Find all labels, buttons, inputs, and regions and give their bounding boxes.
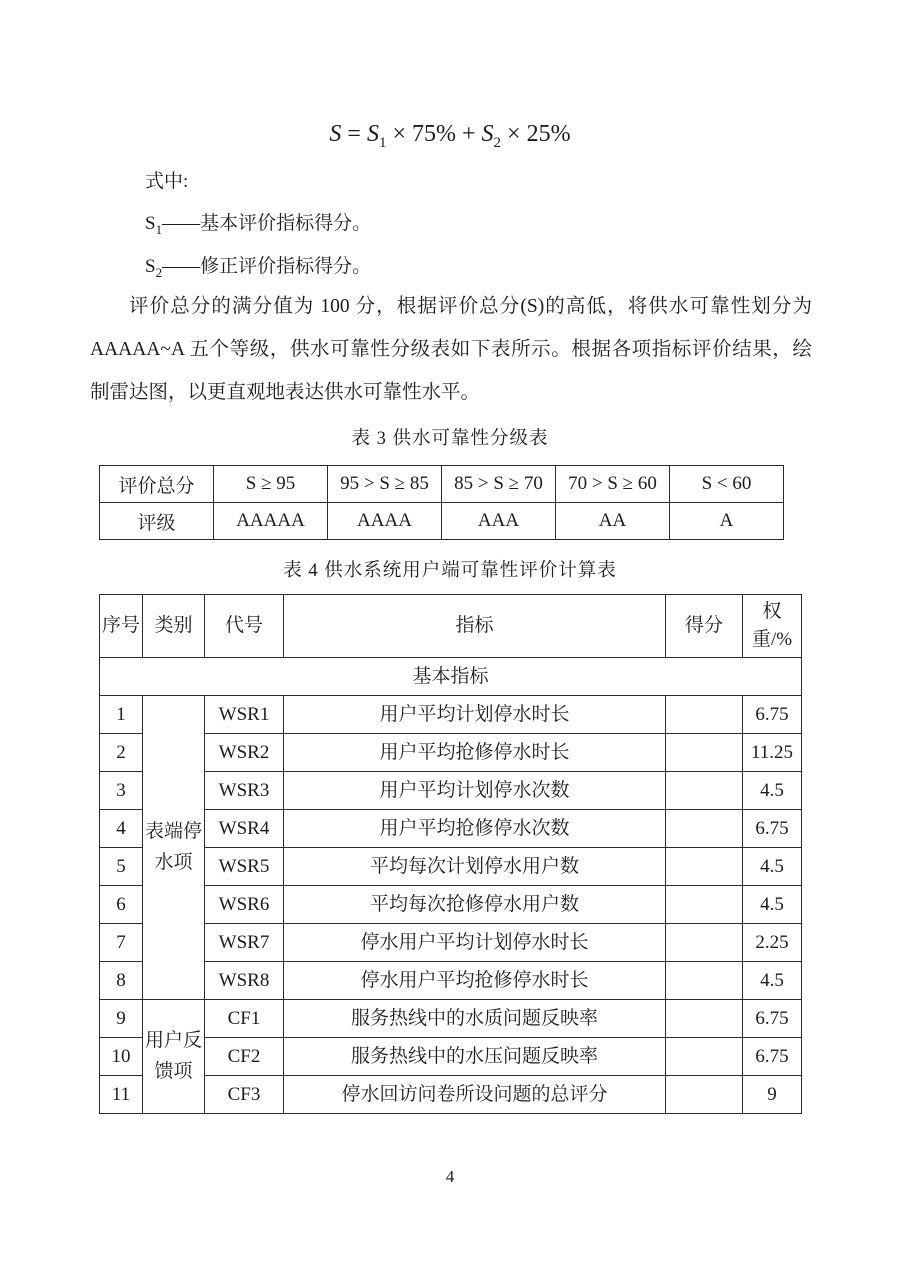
- table-row: [100, 1038, 802, 1076]
- row-indicator: 停水用户平均抢修停水时长: [284, 962, 666, 1000]
- row-indicator: 平均每次抢修停水用户数: [284, 886, 666, 924]
- table3-range-2: 95 > S ≥ 85: [328, 466, 442, 503]
- table4-header-category: 类别: [143, 595, 205, 658]
- row-score: [666, 924, 743, 962]
- row-weight: 4.5: [743, 772, 802, 810]
- table4-section-label: 基本指标: [100, 658, 802, 696]
- formula-times-1: ×: [386, 121, 412, 147]
- formula-equals: =: [341, 121, 367, 147]
- row-no: 11: [100, 1076, 143, 1114]
- row-weight: 4.5: [743, 848, 802, 886]
- row-weight: 6.75: [743, 1038, 802, 1076]
- table4-header-no: 序号: [100, 595, 143, 658]
- table4-section-row: [100, 658, 802, 696]
- where-label: 式中:: [145, 171, 189, 192]
- row-no: 4: [100, 810, 143, 848]
- definition-s2-sub: 2: [155, 264, 163, 280]
- table-row: [100, 924, 802, 962]
- table-row: [100, 1000, 802, 1038]
- table4-header-weight: 权重/%: [743, 595, 802, 658]
- row-indicator: 停水用户平均计划停水时长: [284, 924, 666, 962]
- definition-s2-symbol: S: [145, 256, 156, 277]
- row-no: 1: [100, 696, 143, 734]
- row-indicator: 平均每次计划停水用户数: [284, 848, 666, 886]
- table-row: [100, 962, 802, 1000]
- row-no: 6: [100, 886, 143, 924]
- body-paragraph: 评价总分的满分值为 100 分，根据评价总分(S)的高低，将供水可靠性划分为 AAAAA~A 五个等级，供水可靠性分级表如下表所示。根据各项指标评价结果，绘制雷达图，以更直观地表达供水可靠性水平。: [90, 296, 812, 403]
- formula-var-s: S: [329, 121, 342, 147]
- row-score: [666, 696, 743, 734]
- row-score: [666, 1000, 743, 1038]
- table-row: [100, 810, 802, 848]
- table3-grade-3: AAA: [442, 503, 556, 540]
- row-code: WSR1: [205, 696, 284, 734]
- table-row: [100, 503, 784, 540]
- table-row: [100, 848, 802, 886]
- definition-s1-text: ——基本评价指标得分。: [162, 213, 372, 234]
- row-code: WSR2: [205, 734, 284, 772]
- table-row: [100, 772, 802, 810]
- category-meter-outage: 表端停水项: [143, 696, 205, 1000]
- table3-score-label: 评价总分: [100, 466, 214, 503]
- row-score: [666, 734, 743, 772]
- row-code: WSR3: [205, 772, 284, 810]
- page-number: 4: [445, 1167, 455, 1186]
- row-no: 3: [100, 772, 143, 810]
- row-no: 7: [100, 924, 143, 962]
- table3-range-3: 85 > S ≥ 70: [442, 466, 556, 503]
- row-code: WSR7: [205, 924, 284, 962]
- definition-s1-symbol: S: [145, 213, 156, 234]
- row-weight: 11.25: [743, 734, 802, 772]
- formula-var-s1: S: [366, 121, 379, 147]
- user-reliability-calc-table: [99, 594, 802, 1114]
- table3-grade-1: AAAAA: [214, 503, 328, 540]
- row-score: [666, 848, 743, 886]
- row-no: 10: [100, 1038, 143, 1076]
- row-indicator: 用户平均抢修停水时长: [284, 734, 666, 772]
- row-score: [666, 1038, 743, 1076]
- row-no: 8: [100, 962, 143, 1000]
- row-weight: 4.5: [743, 962, 802, 1000]
- row-code: WSR5: [205, 848, 284, 886]
- table4-header-row: [100, 595, 802, 658]
- table-row: [100, 886, 802, 924]
- table4-header-score: 得分: [666, 595, 743, 658]
- row-indicator: 用户平均计划停水次数: [284, 772, 666, 810]
- table3-range-5: S < 60: [670, 466, 784, 503]
- row-weight: 2.25: [743, 924, 802, 962]
- row-score: [666, 962, 743, 1000]
- score-formula: [0, 121, 900, 152]
- formula-var-s2: S: [481, 121, 494, 147]
- definition-s1: [145, 208, 371, 238]
- definition-s1-sub: 1: [155, 221, 163, 237]
- table3-range-1: S ≥ 95: [214, 466, 328, 503]
- row-weight: 6.75: [743, 696, 802, 734]
- table3-grade-5: A: [670, 503, 784, 540]
- row-indicator: 用户平均抢修停水次数: [284, 810, 666, 848]
- row-code: WSR8: [205, 962, 284, 1000]
- row-indicator: 服务热线中的水压问题反映率: [284, 1038, 666, 1076]
- row-score: [666, 810, 743, 848]
- row-weight: 9: [743, 1076, 802, 1114]
- row-score: [666, 772, 743, 810]
- row-code: WSR4: [205, 810, 284, 848]
- category-user-feedback: 用户反馈项: [143, 1000, 205, 1114]
- row-code: CF2: [205, 1038, 284, 1076]
- formula-value-75: 75%: [412, 121, 456, 147]
- row-weight: 6.75: [743, 810, 802, 848]
- table-row: [100, 1076, 802, 1114]
- table3-grade-label: 评级: [100, 503, 214, 540]
- row-no: 2: [100, 734, 143, 772]
- formula-times-2: ×: [501, 121, 527, 147]
- table4-caption: 表 4 供水系统用户端可靠性评价计算表: [283, 561, 617, 581]
- row-weight: 4.5: [743, 886, 802, 924]
- definition-s2-text: ——修正评价指标得分。: [162, 256, 372, 277]
- table-row: [100, 696, 802, 734]
- row-indicator: 用户平均计划停水时长: [284, 696, 666, 734]
- row-weight: 6.75: [743, 1000, 802, 1038]
- table3-grade-4: AA: [556, 503, 670, 540]
- table4-header-code: 代号: [205, 595, 284, 658]
- row-code: CF3: [205, 1076, 284, 1114]
- row-code: WSR6: [205, 886, 284, 924]
- row-code: CF1: [205, 1000, 284, 1038]
- row-no: 9: [100, 1000, 143, 1038]
- reliability-grading-table: [99, 465, 784, 540]
- row-score: [666, 886, 743, 924]
- row-no: 5: [100, 848, 143, 886]
- formula-plus: +: [456, 121, 482, 147]
- formula-value-25: 25%: [526, 121, 571, 147]
- table-row: [100, 734, 802, 772]
- definition-s2: [145, 251, 371, 281]
- formula-sub-1: 1: [378, 134, 387, 151]
- table-row: [100, 466, 784, 503]
- row-indicator: 服务热线中的水质问题反映率: [284, 1000, 666, 1038]
- formula-sub-2: 2: [493, 134, 502, 151]
- table3-range-4: 70 > S ≥ 60: [556, 466, 670, 503]
- row-indicator: 停水回访问卷所设问题的总评分: [284, 1076, 666, 1114]
- row-score: [666, 1076, 743, 1114]
- table3-grade-2: AAAA: [328, 503, 442, 540]
- table3-caption: 表 3 供水可靠性分级表: [351, 429, 549, 449]
- table4-header-indicator: 指标: [284, 595, 666, 658]
